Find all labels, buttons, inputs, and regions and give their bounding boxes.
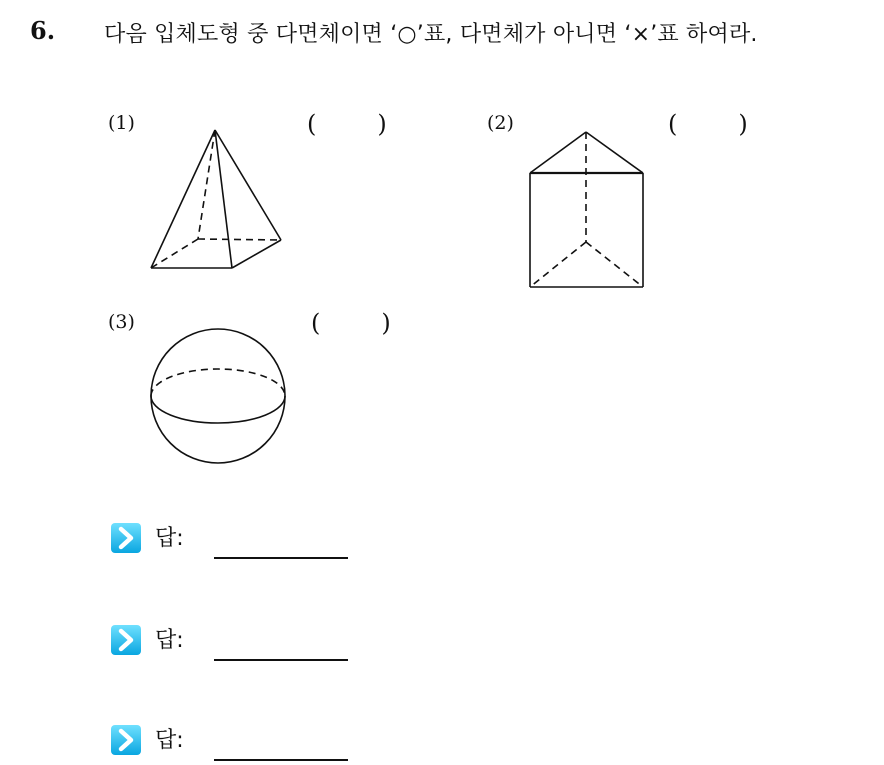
question-number: 6. bbox=[30, 16, 56, 45]
answer-row-3 bbox=[110, 721, 370, 761]
triangular-prism-figure bbox=[520, 120, 660, 300]
chevron-right-icon bbox=[110, 624, 142, 656]
item-label-2: (2) bbox=[487, 112, 514, 134]
item-label-1: (1) bbox=[108, 112, 135, 134]
answer-paren-2: ( ) bbox=[668, 110, 748, 138]
answer-blank-2[interactable] bbox=[214, 659, 348, 661]
answer-blank-1[interactable] bbox=[214, 557, 348, 559]
chevron-right-icon bbox=[110, 724, 142, 756]
answer-paren-1: ( ) bbox=[307, 110, 387, 138]
chevron-right-icon bbox=[110, 522, 142, 554]
answer-row-1 bbox=[110, 519, 370, 559]
answer-label: 답: bbox=[155, 628, 184, 653]
item-label-3: (3) bbox=[108, 311, 135, 333]
answer-paren-3: ( ) bbox=[311, 309, 391, 337]
answer-label: 답: bbox=[155, 728, 184, 753]
question-text: 다음 입체도형 중 다면체이면 ‘○’표, 다면체가 아니면 ‘×’표 하여라. bbox=[104, 22, 758, 47]
answer-blank-3[interactable] bbox=[214, 759, 348, 761]
answer-row-2 bbox=[110, 621, 370, 661]
answer-label: 답: bbox=[155, 526, 184, 551]
sphere-figure bbox=[148, 326, 290, 468]
square-pyramid-figure bbox=[140, 120, 300, 280]
